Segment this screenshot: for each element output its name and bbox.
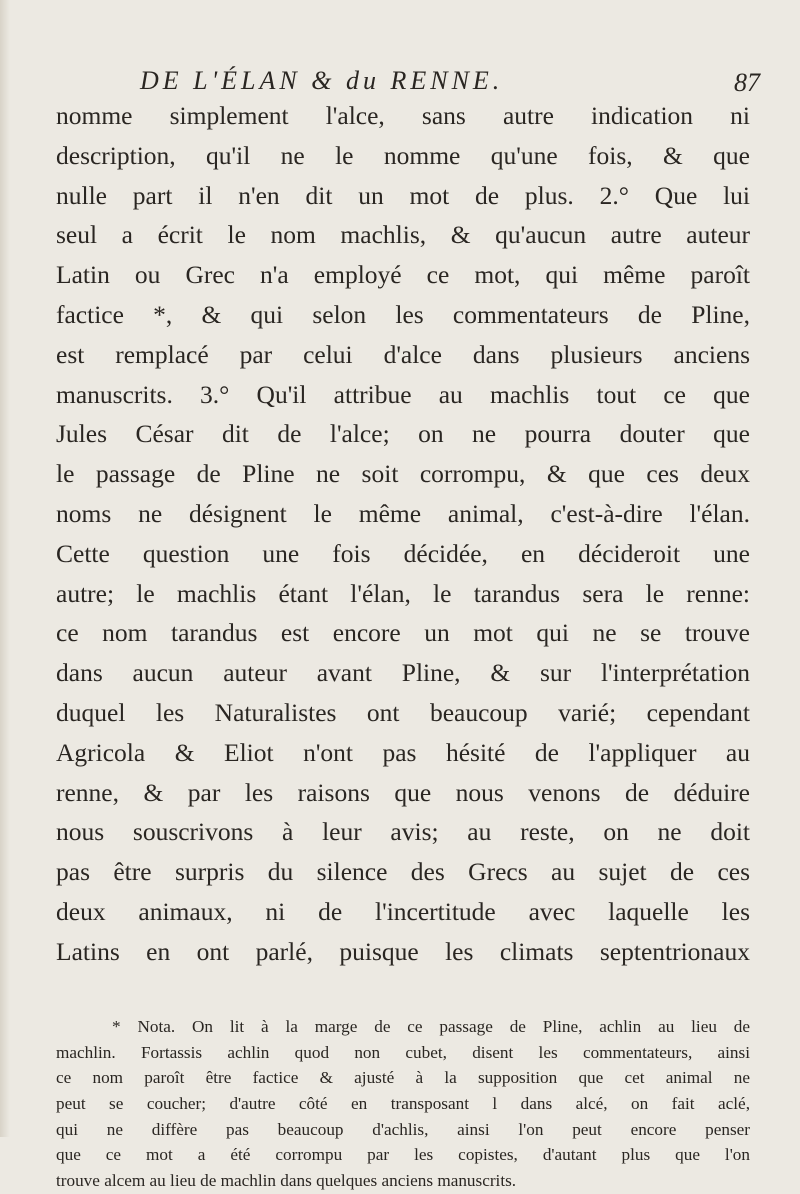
text-line: duquel les Naturalistes ont beaucoup varié; cependant — [56, 697, 750, 727]
page-number: 87 — [734, 68, 760, 97]
running-title: DE L'ÉLAN & du RENNE. — [140, 66, 504, 95]
text-line: Jules César dit de l'alce; on ne pourra douter que — [56, 419, 750, 449]
footnote-line: ce nom paroît être factice & ajusté à la supposition que cet animal ne — [56, 1068, 750, 1088]
binding-shadow — [0, 0, 10, 1137]
footnote-line: que ce mot a été corrompu par les copistes, d'autant plus que l'on — [56, 1145, 750, 1165]
body-text — [56, 96, 750, 972]
text-line: Latins en ont parlé, puisque les climats septentrionaux — [56, 936, 750, 966]
text-line: est remplacé par celui d'alce dans plusieurs anciens — [56, 339, 750, 369]
text-line: deux animaux, ni de l'incertitude avec laquelle les — [56, 896, 750, 926]
footnote-line: * Nota. On lit à la marge de ce passage de Pline, achlin au lieu de — [112, 1017, 750, 1036]
text-line: pas être surpris du silence des Grecs au sujet de ces — [56, 857, 750, 887]
footnote-line: qui ne diffère pas beaucoup d'achlis, ainsi l'on peut encore penser — [56, 1119, 750, 1139]
text-line: Cette question une fois décidée, en décideroit une — [56, 538, 750, 568]
text-line: manuscrits. 3.° Qu'il attribue au machlis tout ce que — [56, 379, 750, 409]
text-line: le passage de Pline ne soit corrompu, & que ces deux — [56, 459, 750, 489]
text-line: noms ne désignent le même animal, c'est-à-dire l'élan. — [56, 498, 750, 528]
text-line: Agricola & Eliot n'ont pas hésité de l'appliquer au — [56, 737, 750, 767]
text-line: autre; le machlis étant l'élan, le tarandus sera le renne: — [56, 578, 750, 608]
text-line: ce nom tarandus est encore un mot qui ne se trouve — [56, 618, 750, 648]
text-line: nomme simplement l'alce, sans autre indication ni — [56, 101, 750, 130]
footnote-line: peut se coucher; d'autre côté en transposant l dans alcé, on fait aclé, — [56, 1094, 750, 1114]
text-line: nous souscrivons à leur avis; au reste, on ne doit — [56, 817, 750, 847]
text-line: description, qu'il ne le nomme qu'une fois, & que — [56, 140, 750, 170]
text-line: seul a écrit le nom machlis, & qu'aucun autre auteur — [56, 220, 750, 250]
footnote — [56, 1014, 750, 1194]
text-line: Latin ou Grec n'a employé ce mot, qui même paroît — [56, 260, 750, 290]
text-line: dans aucun auteur avant Pline, & sur l'interprétation — [56, 658, 750, 688]
text-line: factice *, & qui selon les commentateurs de Pline, — [56, 299, 750, 329]
footnote-line: machlin. Fortassis achlin quod non cubet, disent les commentateurs, ainsi — [56, 1042, 750, 1062]
footnote-line: trouve alcem au lieu de machlin dans quelques anciens manuscrits. — [56, 1171, 517, 1191]
text-line: nulle part il n'en dit un mot de plus. 2.° Que lui — [56, 180, 750, 210]
text-line: renne, & par les raisons que nous venons de déduire — [56, 777, 750, 807]
